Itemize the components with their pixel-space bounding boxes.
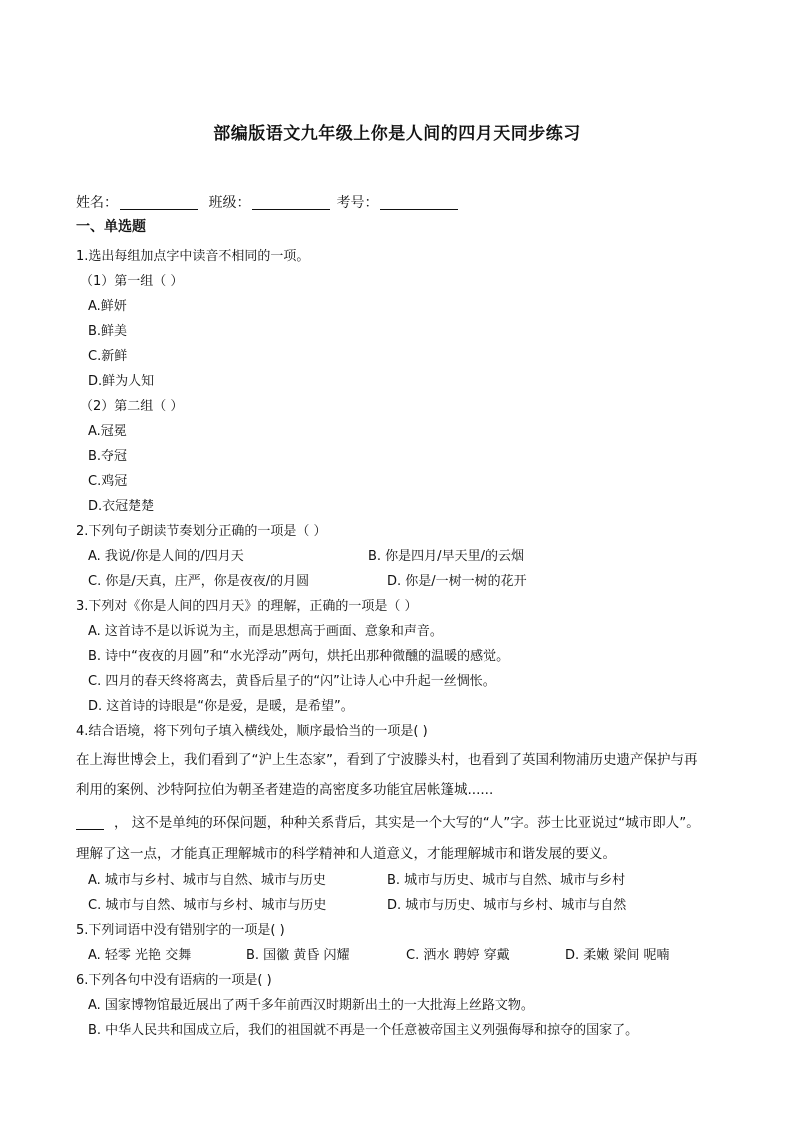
question-1-g1-option-b: B.鲜美 [88,324,128,339]
question-4-option-a: A. 城市与乡村、城市与自然、城市与历史 [88,873,326,888]
question-4-option-b: B. 城市与历史、城市与自然、城市与乡村 [387,873,626,888]
question-1-group-2-label: （2）第二组（ ） [80,399,184,414]
question-5-stem: 5.下列词语中没有错别字的一项是( ) [76,923,285,938]
question-6-option-a: A. 国家博物馆最近展出了两千多年前西汉时期新出土的一大批海上丝路文物。 [88,998,534,1013]
exam-label: 考号： [336,195,379,211]
question-4-option-d: D. 城市与历史、城市与乡村、城市与自然 [387,898,627,913]
student-info-row [76,192,464,212]
question-3-option-c: C. 四月的春天终将离去，黄昏后星子的“闪”让诗人心中升起一丝惆怅。 [88,674,496,689]
exam-blank [380,194,458,210]
class-label: 班级： [208,195,251,211]
question-2-option-c: C. 你是/天真，庄严，你是夜夜/的月圆 [88,574,310,589]
fill-blank [76,815,104,830]
section-heading: 一、单选题 [76,219,146,235]
question-1-g2-option-b: B.夺冠 [88,449,128,464]
question-1-g2-option-c: C.鸡冠 [88,474,128,489]
name-blank [120,194,198,210]
question-3-stem: 3.下列对《你是人间的四月天》的理解，正确的一项是（ ） [76,599,418,614]
question-5-option-d: D. 柔嫩 梁间 呢喃 [565,948,670,963]
question-2-option-a: A. 我说/你是人间的/四月天 [88,549,244,564]
name-label: 姓名： [76,195,118,211]
question-1-g1-option-a: A.鲜妍 [88,299,127,314]
question-3-option-b: B. 诗中“夜夜的月圆”和“水光浮动”两句，烘托出那种微醺的温暖的感觉。 [88,649,510,664]
question-4-option-c: C. 城市与自然、城市与乡村、城市与历史 [88,898,327,913]
class-blank [252,194,330,210]
question-4-stem: 4.结合语境，将下列句子填入横线处，顺序最恰当的一项是( ) [76,724,428,739]
question-4-passage-line-3 [76,815,700,831]
question-1-g1-option-c: C.新鲜 [88,349,128,364]
question-2-option-b: B. 你是四月/早天里/的云烟 [368,549,524,564]
question-2-stem: 2.下列句子朗读节奏划分正确的一项是（ ） [76,524,327,539]
question-1-g1-option-d: D.鲜为人知 [88,374,155,389]
question-3-option-a: A. 这首诗不是以诉说为主，而是思想高于画面、意象和声音。 [88,624,443,639]
question-5-option-a: A. 轻零 光艳 交舞 [88,948,192,963]
question-2-option-d: D. 你是/一树一树的花开 [387,574,527,589]
question-1-g2-option-a: A.冠冕 [88,424,127,439]
question-6-option-b: B. 中华人民共和国成立后，我们的祖国就不再是一个任意被帝国主义列强侮辱和掠夺的国家了。 [88,1023,639,1038]
question-1-g2-option-d: D.衣冠楚楚 [88,499,155,514]
question-4-passage-line-2: 利用的案例、沙特阿拉伯为朝圣者建造的高密度多功能宜居帐篷城...... [76,782,494,798]
question-6-stem: 6.下列各句中没有语病的一项是( ) [76,973,272,988]
question-4-passage-line-1: 在上海世博会上，我们看到了“沪上生态家”，看到了宁波滕头村，也看到了英国利物浦历史遗产保护与再 [76,752,698,768]
question-5-option-b: B. 国徽 黄昏 闪耀 [246,948,350,963]
question-3-option-d: D. 这首诗的诗眼是“你是爱，是暖，是希望”。 [88,699,354,714]
question-4-passage-line-3-text: ， 这不是单纯的环保问题，种种关系背后，其实是一个大写的“人”字。莎士比亚说过“城市即人”。 [114,815,700,831]
page-title: 部编版语文九年级上你是人间的四月天同步练习 [213,124,581,144]
question-4-passage-line-4: 理解了这一点，才能真正理解城市的科学精神和人道意义，才能理解城市和谐发展的要义。 [76,846,616,862]
question-1-stem: 1.选出每组加点字中读音不相同的一项。 [76,249,310,264]
question-5-option-c: C. 洒水 聘婷 穿戴 [406,948,510,963]
question-1-group-1-label: （1）第一组（ ） [80,274,184,289]
